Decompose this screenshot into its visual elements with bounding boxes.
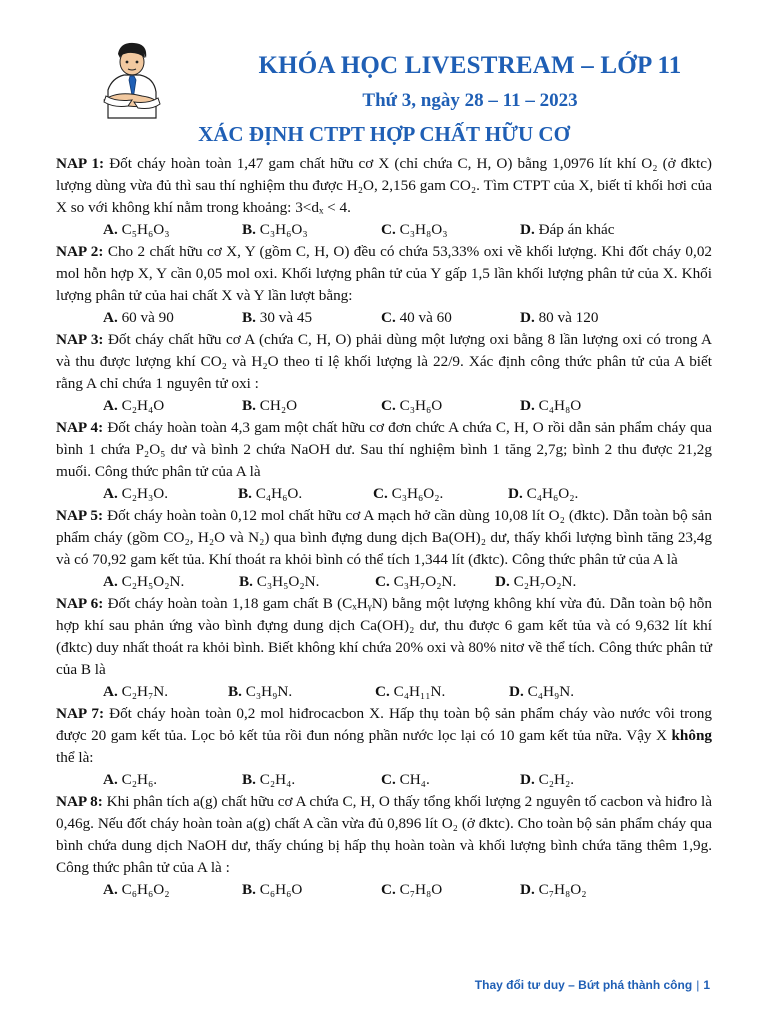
option-letter: B. — [238, 485, 252, 502]
option-text: C₄H₆O. — [255, 485, 303, 502]
option-text: C₂H₇N. — [121, 683, 169, 700]
option-b — [228, 681, 375, 703]
question-text: Đốt cháy hoàn toàn 0,2 mol hiđrocacbon X. Hấp thụ toàn bộ sản phẩm cháy vào nước vôi trong được 20 gam kết tủa. Lọc bỏ kết tủa rồi đun nóng phần nước lọc lại có 10 gam kết tủa nữa. Vậy X — [56, 705, 712, 744]
option-text: C₄H₁₁N. — [393, 683, 446, 700]
options-row — [56, 219, 712, 241]
option-text: C₃H₉N. — [245, 683, 293, 700]
option-letter: B. — [242, 309, 256, 326]
option-text: C₂H₆. — [121, 771, 158, 788]
options-row — [56, 879, 712, 901]
option-a — [103, 483, 238, 505]
option-text: C₃H₈O₃ — [399, 221, 448, 238]
option-letter: C. — [373, 485, 388, 502]
question-text: Đốt cháy hoàn toàn 4,3 gam một chất hữu cơ đơn chức A chứa C, H, O rồi dẫn sản phẩm cháy qua bình 1 chứa P₂O₅ dư và bình 2 chứa NaOH dư. Sau thí nghiệm bình 1 tăng 2,7g; bình 2 thu được 21,2g muối. Công thức phân tử của A là — [56, 419, 712, 480]
option-text: 80 và 120 — [538, 309, 599, 326]
option-text: 30 và 45 — [259, 309, 313, 326]
option-letter: B. — [228, 683, 242, 700]
option-c — [381, 879, 520, 901]
option-a — [103, 879, 242, 901]
option-text: C₂H₄. — [259, 771, 296, 788]
option-a — [103, 219, 242, 241]
question-1 — [56, 153, 712, 219]
option-letter: B. — [242, 397, 256, 414]
option-letter: D. — [520, 309, 535, 326]
option-a — [103, 395, 242, 417]
option-b — [242, 219, 381, 241]
option-d — [520, 769, 574, 791]
option-letter: C. — [381, 309, 396, 326]
option-letter: A. — [103, 771, 118, 788]
question-3 — [56, 329, 712, 395]
option-letter: D. — [495, 573, 510, 590]
option-d — [520, 219, 614, 241]
option-letter: A. — [103, 485, 118, 502]
option-d — [495, 571, 576, 593]
options-row — [56, 681, 712, 703]
option-text: C₂H₅O₂N. — [121, 573, 185, 590]
option-text: C₃H₇O₂N. — [393, 573, 457, 590]
option-letter: B. — [242, 221, 256, 238]
option-letter: C. — [381, 881, 396, 898]
option-c — [373, 483, 508, 505]
option-text: C₆H₆O₂ — [121, 881, 170, 898]
footer-separator: | — [696, 978, 700, 992]
option-c — [381, 219, 520, 241]
options-row — [56, 571, 712, 593]
option-b — [242, 769, 381, 791]
option-text: C₇H₈O₂ — [538, 881, 587, 898]
option-b — [242, 879, 381, 901]
document-title: XÁC ĐỊNH CTPT HỢP CHẤT HỮU CƠ — [198, 122, 570, 146]
question-label: NAP 8: — [56, 793, 103, 810]
question-text: Khi phân tích a(g) chất hữu cơ A chứa C, H, O thấy tổng khối lượng 2 nguyên tố cacbon và hiđro là 0,46g. Nếu đốt cháy hoàn toàn a(g) chất A cần vừa đủ 0,896 lít O₂ (ở đktc). Cho toàn bộ sản phẩm cháy qua bình chứa dung dịch NaOH dư, thấy chúng bị hấp thụ hoàn toàn và khối lượng bình chứa tăng thêm 1,9g. Công thức phân tử của A là : — [56, 793, 712, 876]
option-a — [103, 681, 228, 703]
option-text: C₂H₃O. — [121, 485, 169, 502]
options-row — [56, 769, 712, 791]
option-letter: C. — [381, 771, 396, 788]
question-text: Đốt cháy hoàn toàn 1,47 gam chất hữu cơ X (chỉ chứa C, H, O) bằng 1,0976 lít khí O₂ (ở đktc) lượng dùng vừa đủ thì sau thí nghiệm thu được H₂O, 2,156 gam CO₂. Tìm CTPT của X, biết tỉ khối hơi của X so với không khí nằm trong khoảng: 3<dₓ < 4. — [56, 155, 712, 216]
option-text: C₃H₅O₂N. — [256, 573, 320, 590]
question-5 — [56, 505, 712, 571]
question-label: NAP 3: — [56, 331, 104, 348]
option-d — [520, 307, 598, 329]
option-c — [381, 395, 520, 417]
option-c — [375, 681, 509, 703]
option-text: CH₂O — [259, 397, 298, 414]
option-text: 60 và 90 — [121, 309, 174, 326]
option-text: C₇H₈O — [399, 881, 443, 898]
question-4 — [56, 417, 712, 483]
option-letter: B. — [239, 573, 253, 590]
option-text: C₄H₉N. — [527, 683, 575, 700]
option-text: 40 và 60 — [399, 309, 452, 326]
question-6 — [56, 593, 712, 681]
option-text: C₅H₆O₃ — [121, 221, 170, 238]
option-d — [520, 395, 581, 417]
option-a — [103, 769, 242, 791]
option-letter: A. — [103, 881, 118, 898]
course-title: KHÓA HỌC LIVESTREAM – LỚP 11 — [258, 52, 682, 79]
option-text: CH₄. — [399, 771, 430, 788]
option-text: C₃H₆O₃ — [259, 221, 308, 238]
options-row — [56, 483, 712, 505]
option-a — [103, 307, 242, 329]
emphasis-text: không — [671, 727, 712, 744]
question-text: Đốt cháy hoàn toàn 1,18 gam chất B (CₓHᵧN) bằng một lượng không khí vừa đủ. Dẫn toàn bộ hỗn hợp khí sau phản ứng vào bình đựng dung dịch Ca(OH)₂ dư, thu được 6 gam kết tủa và có 9,632 lít khí (đktc) duy nhất thoát ra khỏi bình. Biết không khí chứa 20% oxi và 80% nitơ về thể tích. Công thức phân tử của B là — [56, 595, 712, 678]
option-text: C₃H₆O₂. — [391, 485, 444, 502]
option-letter: D. — [520, 881, 535, 898]
session-date: Thứ 3, ngày 28 – 11 – 2023 — [362, 90, 578, 111]
options-row — [56, 307, 712, 329]
option-letter: A. — [103, 683, 118, 700]
question-2 — [56, 241, 712, 307]
student-mascot-icon — [98, 40, 164, 120]
option-text: C₂H₄O — [121, 397, 165, 414]
option-text: Đáp án khác — [538, 221, 615, 238]
question-label: NAP 4: — [56, 419, 104, 436]
option-b — [239, 571, 375, 593]
question-text: Đốt cháy chất hữu cơ A (chứa C, H, O) phải dùng một lượng oxi bằng 8 lần lượng oxi có trong A và thu được lượng khí CO₂ và H₂O theo tỉ lệ khối lượng là 22/9. Xác định công thức phân tử của A biết rằng A chỉ chứa 1 nguyên tử oxi : — [56, 331, 713, 392]
question-label: NAP 2: — [56, 243, 104, 260]
option-a — [103, 571, 239, 593]
option-letter: B. — [242, 881, 256, 898]
option-c — [375, 571, 495, 593]
question-label: NAP 6: — [56, 595, 104, 612]
option-letter: D. — [508, 485, 523, 502]
page-footer — [475, 978, 710, 992]
option-letter: D. — [520, 221, 535, 238]
question-label: NAP 7: — [56, 705, 105, 722]
question-label: NAP 5: — [56, 507, 104, 524]
option-letter: A. — [103, 573, 118, 590]
option-d — [509, 681, 574, 703]
option-letter: D. — [509, 683, 524, 700]
option-c — [381, 769, 520, 791]
question-label: NAP 1: — [56, 155, 105, 172]
option-text: C₄H₈O — [538, 397, 582, 414]
footer-slogan: Thay đổi tư duy – Bứt phá thành công — [474, 978, 693, 992]
option-text: C₂H₂. — [538, 771, 575, 788]
question-list — [56, 153, 712, 901]
question-text: Cho 2 chất hữu cơ X, Y (gồm C, H, O) đều có chứa 53,33% oxi về khối lượng. Khi đốt cháy 0,02 mol hỗn hợp X, Y cần 0,05 mol oxi. Khối lượng phân tử của Y gấp 1,5 lần khối lượng phân tử của X. Khối lượng phân tử của hai chất X và Y lần lượt bằng: — [56, 243, 713, 304]
question-7 — [56, 703, 712, 769]
option-letter: C. — [381, 397, 396, 414]
option-text: C₂H₇O₂N. — [513, 573, 577, 590]
question-8 — [56, 791, 712, 879]
option-letter: A. — [103, 221, 118, 238]
option-text: C₆H₆O — [259, 881, 303, 898]
option-letter: A. — [103, 309, 118, 326]
option-b — [238, 483, 373, 505]
option-letter: C. — [375, 573, 390, 590]
option-b — [242, 307, 381, 329]
options-row — [56, 395, 712, 417]
option-text: C₃H₆O — [399, 397, 443, 414]
option-letter: D. — [520, 397, 535, 414]
question-text-end: thể là: — [56, 749, 94, 766]
option-d — [520, 879, 587, 901]
page-number: 1 — [703, 978, 710, 992]
option-c — [381, 307, 520, 329]
option-b — [242, 395, 381, 417]
option-letter: C. — [381, 221, 396, 238]
option-text: C₄H₆O₂. — [526, 485, 579, 502]
option-letter: C. — [375, 683, 390, 700]
option-letter: D. — [520, 771, 535, 788]
option-letter: A. — [103, 397, 118, 414]
option-d — [508, 483, 578, 505]
option-letter: B. — [242, 771, 256, 788]
question-text: Đốt cháy hoàn toàn 0,12 mol chất hữu cơ A mạch hở cần dùng 10,08 lít O₂ (đktc). Dẫn toàn bộ sản phẩm cháy (gồm CO₂, H₂O và N₂) qua bình đựng dung dịch Ba(OH)₂ dư, thấy khối lượng bình tăng 23,4g và có 70,92 gam kết tủa. Khí thoát ra khỏi bình có thể tích 1,344 lít (đktc). Công thức phân tử của A là — [56, 507, 713, 568]
